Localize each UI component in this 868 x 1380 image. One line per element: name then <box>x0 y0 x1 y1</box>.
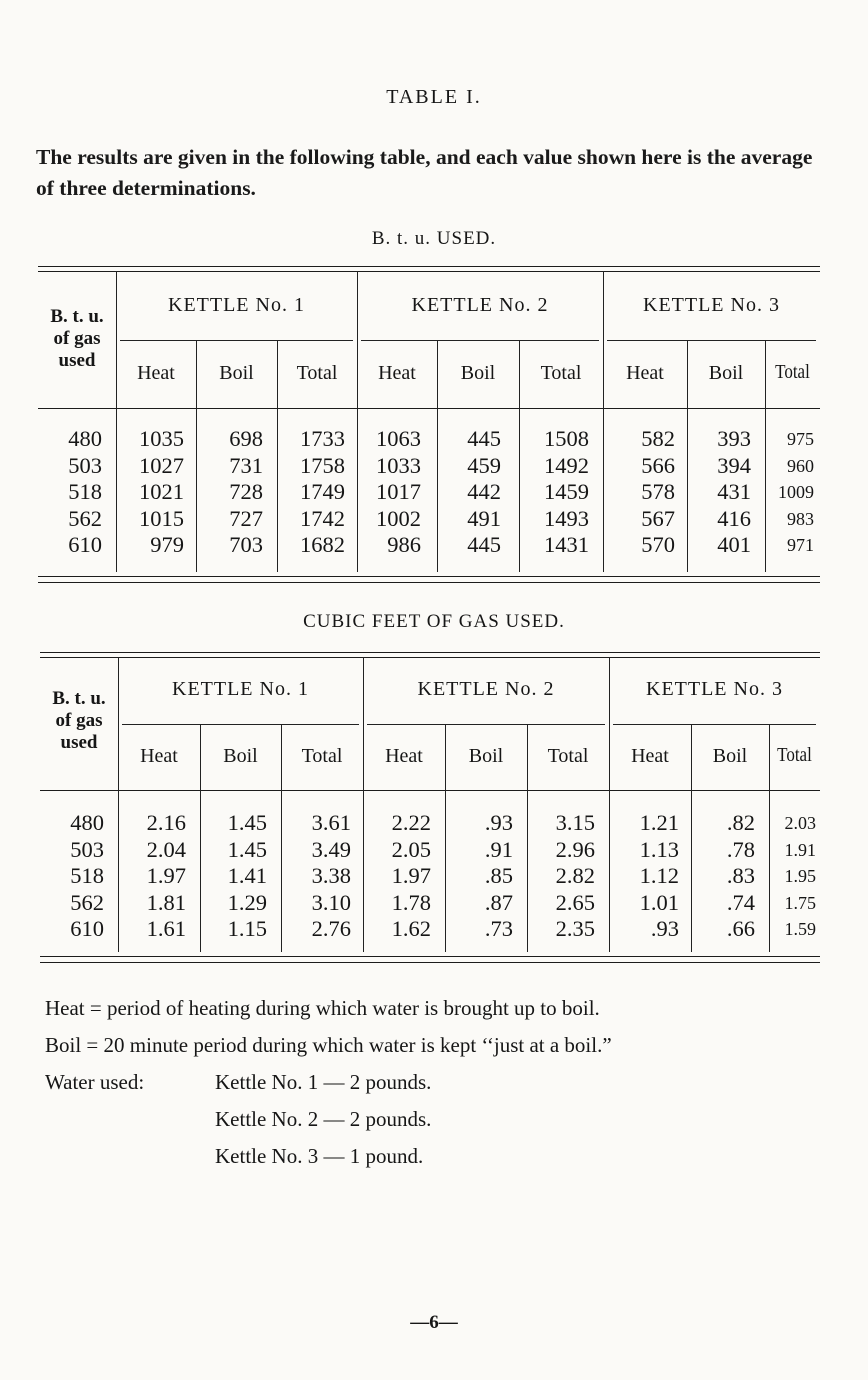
column-header-total: Total <box>777 743 812 766</box>
stub-column <box>38 426 102 559</box>
table-cell: 2.76 <box>311 916 351 941</box>
data-column <box>527 810 595 943</box>
table-cubic-feet-used <box>40 652 820 966</box>
table-cell: 1033 <box>376 452 421 478</box>
table-cell: .91 <box>484 836 513 862</box>
table-bottom-rule <box>38 582 820 583</box>
column-header-heat: Heat <box>137 362 175 384</box>
data-column <box>609 810 679 943</box>
table-cell: .66 <box>726 916 755 941</box>
table-cell: 459 <box>467 452 501 478</box>
column-header-heat: Heat <box>378 362 416 384</box>
table-cell: 1508 <box>544 426 589 451</box>
data-column <box>277 426 345 559</box>
stub-cell: 610 <box>70 916 104 941</box>
stub-cell: 518 <box>70 863 104 888</box>
table-top-rule <box>40 657 820 658</box>
table-cell: .93 <box>650 916 679 941</box>
table-cell: 1.62 <box>391 916 431 941</box>
stub-header <box>38 306 116 372</box>
table-cell: .83 <box>726 863 755 888</box>
table-cell: .73 <box>484 916 513 941</box>
table-cell: 1.97 <box>146 863 186 888</box>
data-column <box>116 426 184 559</box>
table-cell: 979 <box>150 532 184 557</box>
table-cell: 1.13 <box>639 836 679 862</box>
stub-cell: 518 <box>68 479 102 504</box>
table-cell: 1.95 <box>784 866 816 886</box>
table-bottom-rule <box>40 962 820 963</box>
data-column <box>363 810 431 943</box>
table-cell: 1682 <box>300 532 345 557</box>
stub-header <box>40 688 118 754</box>
table-cell: 401 <box>717 532 751 557</box>
column-header-boil: Boil <box>460 362 496 384</box>
header-bottom-rule <box>38 408 820 409</box>
table-cell: 1459 <box>544 479 589 504</box>
table-cell: 975 <box>787 429 814 449</box>
table-cell: 1.01 <box>639 889 679 915</box>
table-cell: 1021 <box>139 479 184 504</box>
table-cell: 2.65 <box>555 889 595 915</box>
stub-header-line: used <box>60 732 98 753</box>
data-column <box>281 810 351 943</box>
table-cell: 727 <box>229 505 263 531</box>
group-underline <box>361 340 599 341</box>
table-cell: 1.12 <box>639 863 679 888</box>
stub-cell: 562 <box>68 505 102 531</box>
table-cell: 1.61 <box>146 916 186 941</box>
data-column <box>357 426 421 559</box>
column-header-heat: Heat <box>385 745 423 767</box>
column-header-heat: Heat <box>626 362 664 384</box>
stub-header-line: of gas <box>53 328 101 349</box>
table-cell: 983 <box>787 508 814 529</box>
table-cell: 3.38 <box>311 863 351 888</box>
table-cell: 393 <box>717 426 751 451</box>
column-header-boil: Boil <box>219 362 254 384</box>
data-column <box>603 426 675 559</box>
data-column <box>437 426 501 559</box>
table-cell: .93 <box>484 810 513 835</box>
table-cell: 3.15 <box>555 810 595 835</box>
kettle-group-header: KETTLE No. 2 <box>417 678 555 700</box>
stub-cell: 480 <box>68 426 102 451</box>
table-cell: 1.81 <box>146 889 186 915</box>
table-cell: 703 <box>229 532 263 557</box>
table-cell: 971 <box>787 535 814 555</box>
group-underline <box>607 340 816 341</box>
stub-cell: 503 <box>68 452 102 478</box>
column-header-total: Total <box>301 745 343 767</box>
table-cell: 960 <box>787 455 814 476</box>
data-column <box>691 810 755 943</box>
table-cell: 416 <box>717 505 751 531</box>
column-header-heat: Heat <box>140 745 178 767</box>
data-column <box>687 426 751 559</box>
table-cell: 445 <box>467 426 501 451</box>
table-cell: 2.22 <box>391 810 431 835</box>
table-cell: 1.41 <box>227 863 267 888</box>
table-cell: .85 <box>484 863 513 888</box>
table-cell: 698 <box>229 426 263 451</box>
table-cell: 986 <box>387 532 421 557</box>
kettle-group-header: KETTLE No. 1 <box>168 294 305 316</box>
table-cell: 2.16 <box>146 810 186 835</box>
table-cell: 578 <box>641 479 675 504</box>
table-cell: 2.05 <box>391 836 431 862</box>
column-header-total: Total <box>296 362 338 384</box>
table-cell: 1027 <box>139 452 184 478</box>
water-line-1: Kettle No. 1 — 2 pounds. <box>215 1070 432 1094</box>
note-water <box>45 1064 612 1101</box>
table-cell: 2.82 <box>555 863 595 888</box>
table-top-rule <box>38 271 820 272</box>
column-header-total: Total <box>540 362 582 384</box>
table-cell: 2.35 <box>555 916 595 941</box>
table-cell: 582 <box>641 426 675 451</box>
column-header-boil: Boil <box>223 745 258 767</box>
kettle-group-header: KETTLE No. 3 <box>646 678 783 700</box>
notes <box>45 990 612 1175</box>
table-cell: 1.21 <box>639 810 679 835</box>
column-header-heat: Heat <box>631 745 669 767</box>
table-cell: 728 <box>229 479 263 504</box>
table-cell: 1009 <box>778 482 814 502</box>
table-cell: 2.96 <box>555 836 595 862</box>
data-column <box>765 426 814 559</box>
table-cell: 1742 <box>300 505 345 531</box>
table-cell: 570 <box>641 532 675 557</box>
group-underline <box>613 724 816 725</box>
table-title: TABLE I. <box>386 86 482 108</box>
table-cell: 3.10 <box>311 889 351 915</box>
stub-column <box>40 810 104 943</box>
table-cell: 1758 <box>300 452 345 478</box>
table1-caption: B. t. u. USED. <box>371 228 497 249</box>
table-cell: 731 <box>229 452 263 478</box>
stub-header-line: of gas <box>55 710 103 731</box>
table-cell: 2.03 <box>784 813 816 833</box>
table-top-rule <box>40 652 820 653</box>
table-cell: .82 <box>726 810 755 835</box>
table-cell: 1.75 <box>784 892 816 913</box>
kettle-group-header: KETTLE No. 2 <box>411 294 549 316</box>
table-cell: 2.04 <box>146 836 186 862</box>
table-cell: 1.45 <box>227 810 267 835</box>
kettle-group-header: KETTLE No. 1 <box>172 678 309 700</box>
table-cell: 1733 <box>300 426 345 451</box>
group-underline <box>367 724 605 725</box>
table-cell: .74 <box>726 889 755 915</box>
table-cell: 491 <box>467 505 501 531</box>
water-line-2-row <box>45 1101 612 1138</box>
table-cell: 1492 <box>544 452 589 478</box>
data-column <box>769 810 816 943</box>
stub-header-line: used <box>58 350 96 371</box>
header-bottom-rule <box>40 790 820 791</box>
data-column <box>196 426 263 559</box>
table-cell: 394 <box>717 452 751 478</box>
table-cell: 1035 <box>139 426 184 451</box>
table-cell: 1.78 <box>391 889 431 915</box>
water-line-3-row <box>45 1138 612 1175</box>
water-used-label: Water used: <box>45 1070 145 1094</box>
table-top-rule <box>38 266 820 267</box>
column-header-total: Total <box>547 745 589 767</box>
table-cell: 445 <box>467 532 501 557</box>
data-column <box>200 810 267 943</box>
table-cell: 1017 <box>376 479 421 504</box>
note-boil: Boil = 20 minute period during which water is kept ‘‘just at a boil.” <box>45 1033 612 1057</box>
stub-cell: 562 <box>70 889 104 915</box>
table-cell: .78 <box>726 836 755 862</box>
group-underline <box>122 724 359 725</box>
table-cell: 3.61 <box>311 810 351 835</box>
table-cell: 1002 <box>376 505 421 531</box>
table-cell: 1015 <box>139 505 184 531</box>
table-cell: 567 <box>641 505 675 531</box>
water-line-2: Kettle No. 2 — 2 pounds. <box>215 1107 432 1131</box>
table-cell: .87 <box>484 889 513 915</box>
stub-header-line: B. t. u. <box>50 306 104 327</box>
data-column <box>118 810 186 943</box>
kettle-group-header: KETTLE No. 3 <box>643 294 780 316</box>
table-cell: 1.59 <box>784 919 816 939</box>
column-header-total: Total <box>775 360 810 383</box>
table-cell: 1.45 <box>227 836 267 862</box>
table-cell: 1.15 <box>227 916 267 941</box>
table-cell: 1.97 <box>391 863 431 888</box>
stub-cell: 610 <box>68 532 102 557</box>
column-header-boil: Boil <box>708 362 744 384</box>
stub-cell: 480 <box>70 810 104 835</box>
data-column <box>445 810 513 943</box>
intro-paragraph: The results are given in the following table, and each value shown here is the average of three determinations. <box>36 145 813 200</box>
table2-caption: CUBIC FEET OF GAS USED. <box>303 611 565 632</box>
column-header-boil: Boil <box>468 745 504 767</box>
table-cell: 1.91 <box>784 839 816 860</box>
table-cell: 442 <box>467 479 501 504</box>
table-btu-used <box>38 266 820 586</box>
table-cell: 1493 <box>544 505 589 531</box>
table-cell: 431 <box>717 479 751 504</box>
stub-header-line: B. t. u. <box>52 688 106 709</box>
table-cell: 3.49 <box>311 836 351 862</box>
table-cell: 1431 <box>544 532 589 557</box>
table-cell: 566 <box>641 452 675 478</box>
water-line-3: Kettle No. 3 — 1 pound. <box>215 1144 424 1168</box>
table-cell: 1.29 <box>227 889 267 915</box>
table-cell: 1063 <box>376 426 421 451</box>
data-column <box>519 426 589 559</box>
stub-cell: 503 <box>70 836 104 862</box>
note-heat: Heat = period of heating during which water is brought up to boil. <box>45 996 600 1020</box>
group-underline <box>120 340 353 341</box>
table-bottom-rule <box>40 956 820 957</box>
page-number: —6— <box>410 1312 458 1333</box>
table-cell: 1749 <box>300 479 345 504</box>
column-header-boil: Boil <box>712 745 748 767</box>
table-bottom-rule <box>38 576 820 577</box>
